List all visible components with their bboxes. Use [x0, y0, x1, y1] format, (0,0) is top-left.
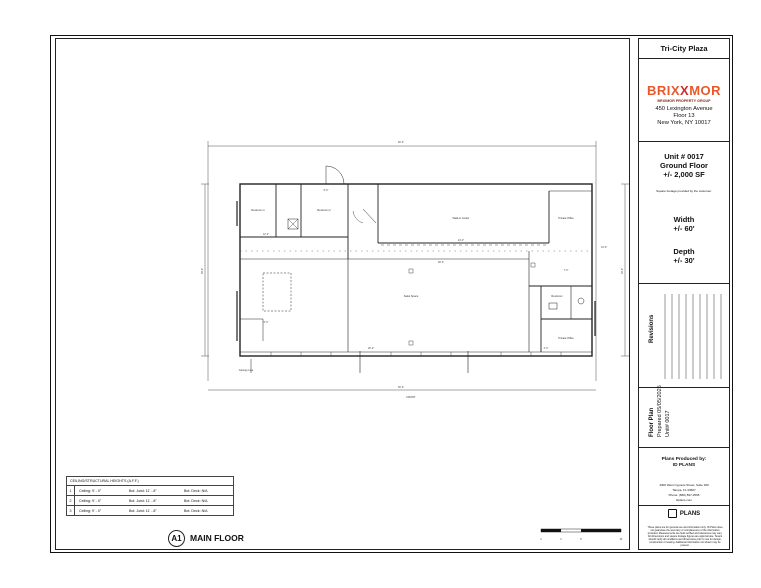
dim-f: 7'-0" — [563, 269, 569, 272]
dim-d: 12'-0" — [262, 233, 270, 236]
produced-by-label: Plans Produced by: — [661, 457, 707, 462]
row-id: 1 — [67, 486, 75, 495]
row-id: 3 — [67, 506, 75, 515]
dim-overall-bottom: 60'-0" — [397, 386, 405, 389]
caption-badge: A1 — [168, 530, 185, 547]
producer-web: idplans.com — [675, 498, 692, 502]
unit-area: +/- 2,000 SF — [663, 170, 705, 179]
depth-label: Depth — [673, 247, 695, 256]
address-line-1: 450 Lexington Avenue — [655, 106, 713, 112]
square-footage-note: Square footage provided by the customer. — [656, 189, 712, 193]
room-label-private-office-1: Private Office — [558, 217, 574, 220]
unit-number: Unit # 0017 — [664, 152, 704, 161]
caption-title: MAIN FLOOR — [190, 533, 244, 543]
depth-value: +/- 30' — [673, 256, 695, 265]
scale-label-16: 16' — [619, 538, 623, 541]
width-label: Width — [673, 215, 695, 224]
producer-address-1: 4300 West Cypress Street, Suite 180 — [659, 483, 709, 487]
id-plans-logo — [639, 509, 729, 518]
plan-frame — [55, 38, 630, 550]
id-plans-logo-text: PLANS — [679, 510, 701, 517]
floor-plan-drawing — [56, 39, 631, 551]
prepared-date: Prepared 05/05/2025 — [657, 385, 663, 437]
address-line-3: New York, NY 10017 — [657, 120, 711, 126]
plan-unit: Unit# 0017 — [665, 410, 671, 437]
deck-value: Bot. Deck: N/A — [184, 498, 208, 503]
row-id: 2 — [67, 496, 75, 505]
title-block — [638, 38, 730, 550]
room-label-restroom3: Restroom — [551, 295, 563, 298]
room-label-restroom1: Restroom 1 — [251, 209, 265, 212]
disclaimer-text: These plans are for general use and information only. ID Plans does not guarantee the accuracy or completeness of the information provided. Measurements are field-verified and tolerances may vary. All dimensions and square footage figures are approximate. Tenant should verify all conditions and dimensions prior to use for design, construction or leasing. Additional information not shown may be present. — [647, 526, 723, 547]
company-name: BRIXMOR PROPERTY GROUP — [657, 99, 711, 103]
dim-a: 24'-0" — [457, 239, 465, 242]
table-row — [67, 496, 233, 506]
id-plans-logo-icon — [668, 509, 677, 518]
floor-plan-title: Floor Plan — [649, 407, 655, 437]
ceiling-table-title: CEILING/STRUCTURAL HEIGHTS (A.F.F.) — [67, 477, 233, 486]
ceiling-value: Ceiling: 9' - 0" — [79, 508, 102, 513]
label-canopy-line: Canopy Line — [238, 369, 254, 372]
dim-c: 8'-0" — [323, 189, 329, 192]
dim-e: 5'-6" — [263, 321, 269, 324]
producer-phone: Phone: (866) 837-2595 — [668, 493, 700, 497]
room-label-restroom2: Restroom 2 — [317, 209, 331, 212]
dim-i: 10'-0" — [601, 246, 608, 249]
ceiling-value: Ceiling: 9' - 0" — [79, 498, 102, 503]
ceiling-value: Ceiling: 9' - 0" — [79, 488, 102, 493]
room-label-sales-space: Sales Space — [403, 295, 419, 298]
scale-label-0: 0 — [540, 538, 542, 541]
scale-bar — [541, 529, 621, 532]
address-line-2: Floor 13 — [673, 113, 695, 119]
exterior-wall — [240, 184, 592, 356]
revisions-label: Revisions — [649, 314, 655, 343]
scale-label-4: 4' — [560, 538, 562, 541]
room-label-walkin: Walk-in Cooler — [452, 217, 470, 220]
joist-value: Bot. Joist: 11' - 8" — [129, 508, 157, 513]
floor-level: Ground Floor — [660, 161, 708, 170]
width-value: +/- 60' — [673, 224, 695, 233]
table-row — [67, 506, 233, 515]
dim-depth-right: 30'-0" — [621, 267, 624, 275]
dim-g: 3'-6" — [543, 347, 549, 350]
room-label-private-office-2: Private Office — [558, 337, 574, 340]
ceiling-heights-table — [66, 476, 234, 516]
label-front: FRONT — [406, 396, 416, 399]
dim-overall-top: 60'-0" — [397, 141, 405, 144]
dim-b: 28'-0" — [437, 261, 445, 264]
deck-value: Bot. Deck: N/A — [184, 488, 208, 493]
table-row — [67, 486, 233, 496]
joist-value: Bot. Joist: 11' - 8" — [129, 488, 157, 493]
deck-value: Bot. Deck: N/A — [184, 508, 208, 513]
scale-label-8: 8' — [580, 538, 582, 541]
dim-depth-left: 30'-0" — [201, 267, 204, 275]
joist-value: Bot. Joist: 11' - 8" — [129, 498, 157, 503]
brixmor-logo: BRIXXMOR — [646, 83, 722, 98]
producer-name: ID PLANS — [672, 463, 696, 468]
producer-address-2: Tampa, FL 33607 — [672, 488, 696, 492]
property-name: Tri-City Plaza — [660, 44, 708, 53]
dim-h: 26'-0" — [367, 347, 375, 350]
drawing-caption — [168, 530, 244, 546]
